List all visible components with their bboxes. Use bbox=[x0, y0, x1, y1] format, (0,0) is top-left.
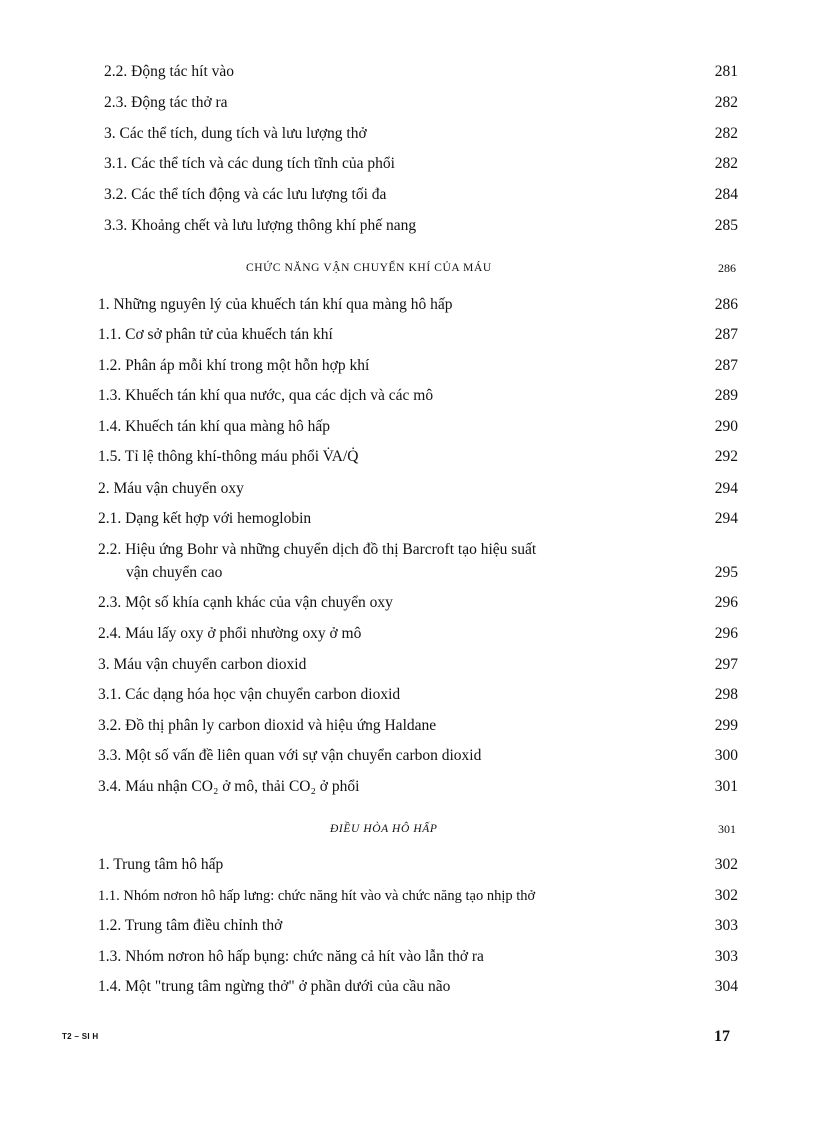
toc-entry-page: 282 bbox=[714, 94, 738, 111]
toc-entry-page: 289 bbox=[714, 387, 738, 404]
toc-entry-page: 286 bbox=[714, 296, 738, 313]
signature-code: T2 – SI H bbox=[62, 1032, 99, 1041]
toc-entry-label: 1.2. Trung tâm điều chỉnh thở bbox=[98, 917, 283, 934]
toc-entry-page: 287 bbox=[714, 326, 738, 343]
toc-entry-label: 2.4. Máu lấy oxy ở phổi nhường oxy ở mô bbox=[98, 625, 362, 642]
toc-entry-page: 281 bbox=[714, 63, 738, 80]
toc-entry-page: 282 bbox=[714, 125, 738, 142]
toc-entry-page: 303 bbox=[714, 948, 738, 965]
toc-entry-label: vận chuyển cao bbox=[126, 564, 223, 581]
toc-entry-page: 295 bbox=[714, 564, 738, 581]
toc-entry-label: 1. Trung tâm hô hấp bbox=[98, 856, 224, 873]
toc-entry-label: 3.3. Khoảng chết và lưu lượng thông khí phế nang bbox=[104, 217, 417, 234]
toc-entry-label: 2.2. Hiệu ứng Bohr và những chuyển dịch đồ thị Barcroft tạo hiệu suất bbox=[98, 541, 537, 558]
toc-entry-label: 1.1. Nhóm nơron hô hấp lưng: chức năng hít vào và chức năng tạo nhịp thở bbox=[98, 888, 536, 904]
toc-entry-page: 282 bbox=[714, 155, 738, 172]
toc-entry-label: 3.2. Các thể tích động và các lưu lượng tối đa bbox=[104, 186, 387, 203]
toc-entry-label: 3.2. Đồ thị phân ly carbon dioxid và hiệu ứng Haldane bbox=[98, 717, 437, 734]
toc-entry-label: 3. Máu vận chuyển carbon dioxid bbox=[98, 656, 307, 673]
toc-entry-label: 1. Những nguyên lý của khuếch tán khí qua màng hô hấp bbox=[98, 296, 453, 313]
toc-entry-label: 2.2. Động tác hít vào bbox=[104, 63, 235, 80]
toc-entry-label: 3.1. Các dạng hóa học vận chuyển carbon dioxid bbox=[98, 686, 401, 703]
toc-entry-page: 292 bbox=[714, 448, 738, 465]
toc-entry-page: 285 bbox=[714, 217, 738, 234]
page-number: 17 bbox=[714, 1028, 730, 1045]
toc-entry-label: 3.3. Một số vấn đề liên quan với sự vận chuyển carbon dioxid bbox=[98, 747, 482, 764]
toc-entry-page: 302 bbox=[714, 856, 738, 873]
toc-entry-label: 3.1. Các thể tích và các dung tích tĩnh của phổi bbox=[104, 155, 395, 172]
toc-entry-page: 304 bbox=[714, 978, 738, 995]
toc-entry-label: 2.3. Một số khía cạnh khác của vận chuyển oxy bbox=[98, 594, 393, 611]
toc-entry-page: 290 bbox=[714, 418, 738, 435]
toc-entry-page: 302 bbox=[714, 887, 738, 904]
section-heading-page: 301 bbox=[718, 822, 736, 836]
toc-entry-page: 301 bbox=[714, 778, 738, 795]
toc-entry-label: 1.5. Tỉ lệ thông khí-thông máu phổi V̇A/Q̇ bbox=[98, 448, 359, 465]
section-heading-page: 286 bbox=[718, 261, 736, 275]
toc-entry-label: 2. Máu vận chuyển oxy bbox=[98, 480, 244, 497]
toc-entry-label: 1.1. Cơ sở phân tử của khuếch tán khí bbox=[98, 326, 333, 343]
toc-entry-page: 294 bbox=[714, 510, 738, 527]
toc-entry-page: 298 bbox=[714, 686, 738, 703]
toc-entry-page: 300 bbox=[714, 747, 738, 764]
toc-entry-page: 296 bbox=[714, 594, 738, 611]
toc-entry-label: 1.3. Khuếch tán khí qua nước, qua các dịch và các mô bbox=[98, 387, 434, 404]
toc-entry-label: 1.3. Nhóm nơron hô hấp bụng: chức năng cả hít vào lẫn thở ra bbox=[98, 948, 484, 965]
toc-entry-page: 296 bbox=[714, 625, 738, 642]
toc-entry-page: 303 bbox=[714, 917, 738, 934]
section-heading-label: CHỨC NĂNG VẬN CHUYỂN KHÍ CỦA MÁU bbox=[246, 262, 492, 274]
toc-entry-label: 1.4. Một "trung tâm ngừng thở" ở phần dưới của cầu não bbox=[98, 978, 451, 995]
toc-entry-page: 284 bbox=[714, 186, 738, 203]
toc-entry-page: 297 bbox=[714, 656, 738, 673]
toc-entry-label: 2.3. Động tác thở ra bbox=[104, 94, 228, 111]
toc-entry-page: 287 bbox=[714, 357, 738, 374]
toc-entry-page: 294 bbox=[714, 480, 738, 497]
toc-entry-label: 1.4. Khuếch tán khí qua màng hô hấp bbox=[98, 418, 331, 435]
toc-entry-label: 3.4. Máu nhận CO₂ ở mô, thải CO₂ ở phổi bbox=[98, 778, 360, 795]
toc-entry-label: 2.1. Dạng kết hợp với hemoglobin bbox=[98, 510, 312, 527]
toc-entry-label: 3. Các thể tích, dung tích và lưu lượng thở bbox=[104, 125, 367, 142]
section-heading-label: ĐIỀU HÒA HÔ HẤP bbox=[330, 823, 438, 835]
toc-entry-page: 299 bbox=[714, 717, 738, 734]
toc-entry-label: 1.2. Phân áp mỗi khí trong một hỗn hợp khí bbox=[98, 357, 370, 374]
